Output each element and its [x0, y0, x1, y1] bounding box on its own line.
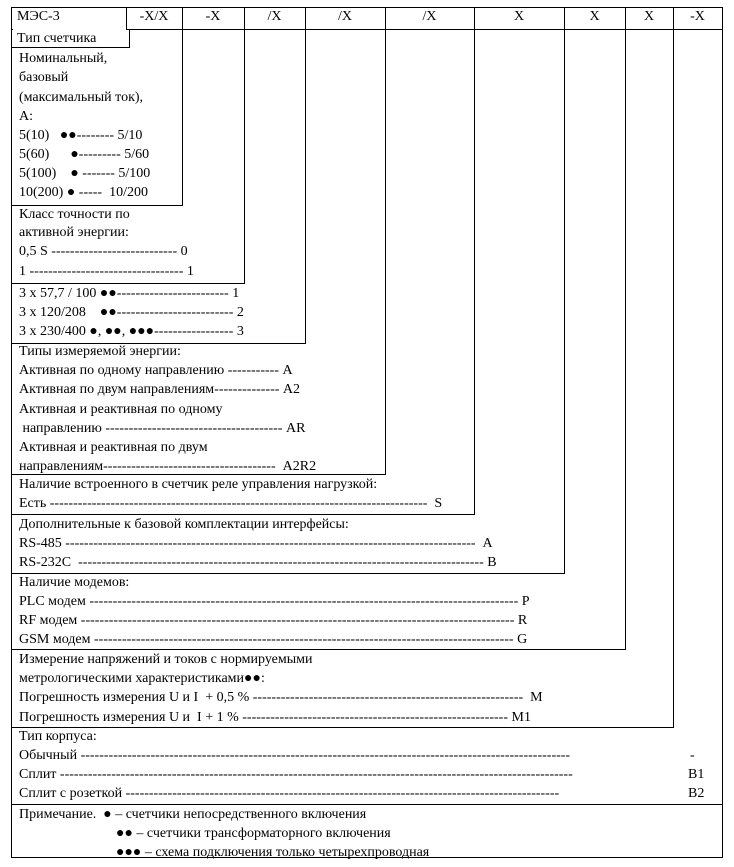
measurement-line: метрологическими характеристиками●●:: [19, 671, 265, 686]
accuracy-line: 0,5 S --------------------------- 0: [19, 244, 188, 259]
meter-type-label: Тип счетчика: [17, 31, 97, 46]
energy-line: Активная по одному направлению ----------- А: [19, 363, 293, 378]
housing-code: B1: [688, 767, 705, 782]
current-line: 5(10) ●●-------- 5/10: [19, 128, 143, 143]
relay-line: Наличие встроенного в счетчик реле управления нагрузкой:: [19, 477, 378, 492]
energy-line: направлениям------------------------------------- А2R2: [19, 459, 317, 474]
energy-line: Активная и реактивная по одному: [19, 402, 223, 417]
energy-line: направлению -------------------------------------- AR: [19, 421, 306, 436]
code-col-2: -X: [205, 9, 221, 24]
current-line: (максимальный ток),: [19, 90, 144, 105]
model-title: МЭС-3: [17, 9, 60, 24]
voltage-line: 3 x 230/400 ●, ●●, ●●●----------------- 3: [19, 324, 244, 339]
measurement-line: Погрешность измерения U и I + 0,5 % ---------------------------------------------------------- M: [19, 690, 543, 705]
current-line: А:: [19, 109, 33, 124]
relay-line: Есть --------------------------------------------------------------------------------- S: [19, 496, 443, 511]
accuracy-line: 1 --------------------------------- 1: [19, 264, 194, 279]
housing-line: Сплит --------------------------------------------------------------------------------------------------------------: [19, 767, 573, 782]
modems-line: PLC модем -------------------------------------------------------------------------------------------- P: [19, 594, 530, 609]
code-col-4: /X: [338, 9, 352, 24]
voltage-line: 3 x 57,7 / 100 ●●------------------------ 1: [19, 286, 240, 301]
code-col-3: /X: [267, 9, 282, 24]
current-line: 10(200) ● ----- 10/200: [19, 185, 148, 200]
code-col-5: /X: [422, 9, 437, 24]
energy-line: Активная и реактивная по двум: [19, 440, 208, 455]
housing-code: B2: [688, 786, 705, 801]
note-line: Примечание. ● – счетчики непосредственного включения: [19, 807, 367, 822]
interfaces-line: RS-232C --------------------------------------------------------------------------------------- В: [19, 555, 497, 570]
modems-line: RF модем --------------------------------------------------------------------------------------------- R: [19, 613, 528, 628]
modems-line: Наличие модемов:: [19, 575, 130, 590]
code-col-6: X: [513, 9, 525, 24]
energy-line: Активная по двум направлениям-------------- А2: [19, 382, 301, 397]
current-line: Номинальный,: [19, 51, 108, 66]
housing-line: Обычный ---------------------------------------------------------------------------------------------------------: [19, 748, 571, 763]
housing-line: Тип корпуса:: [19, 729, 97, 744]
voltage-line: 3 x 120/208 ●●------------------------- 2: [19, 305, 244, 320]
code-col-9: -X: [690, 9, 705, 24]
current-line: базовый: [19, 70, 69, 85]
code-col-8: X: [643, 9, 655, 24]
code-col-7: X: [589, 9, 600, 24]
housing-line: Сплит с розеткой ---------------------------------------------------------------------------------------------: [19, 786, 560, 801]
current-line: 5(100) ● ------- 5/100: [19, 166, 151, 181]
measurement-line: Погрешность измерения U и I + 1 % --------------------------------------------------------- M1: [19, 710, 531, 725]
note-line: ●●● – схема подключения только четырехпроводная: [116, 845, 430, 860]
modems-line: GSM модем ------------------------------------------------------------------------------------------ G: [19, 632, 528, 647]
accuracy-line: активной энергии:: [19, 225, 129, 240]
energy-line: Типы измеряемой энергии:: [19, 344, 181, 359]
housing-code: -: [690, 748, 695, 763]
current-line: 5(60) ●--------- 5/60: [19, 147, 150, 162]
measurement-line: Измерение напряжений и токов с нормируемыми: [19, 652, 313, 667]
code-col-1: -X/X: [139, 9, 169, 24]
interfaces-line: Дополнительные к базовой комплектации интерфейсы:: [19, 517, 349, 532]
accuracy-line: Класс точности по: [19, 207, 130, 222]
note-line: ●● – счетчики трансформаторного включения: [116, 826, 391, 841]
interfaces-line: RS-485 ---------------------------------------------------------------------------------------- А: [19, 536, 493, 551]
